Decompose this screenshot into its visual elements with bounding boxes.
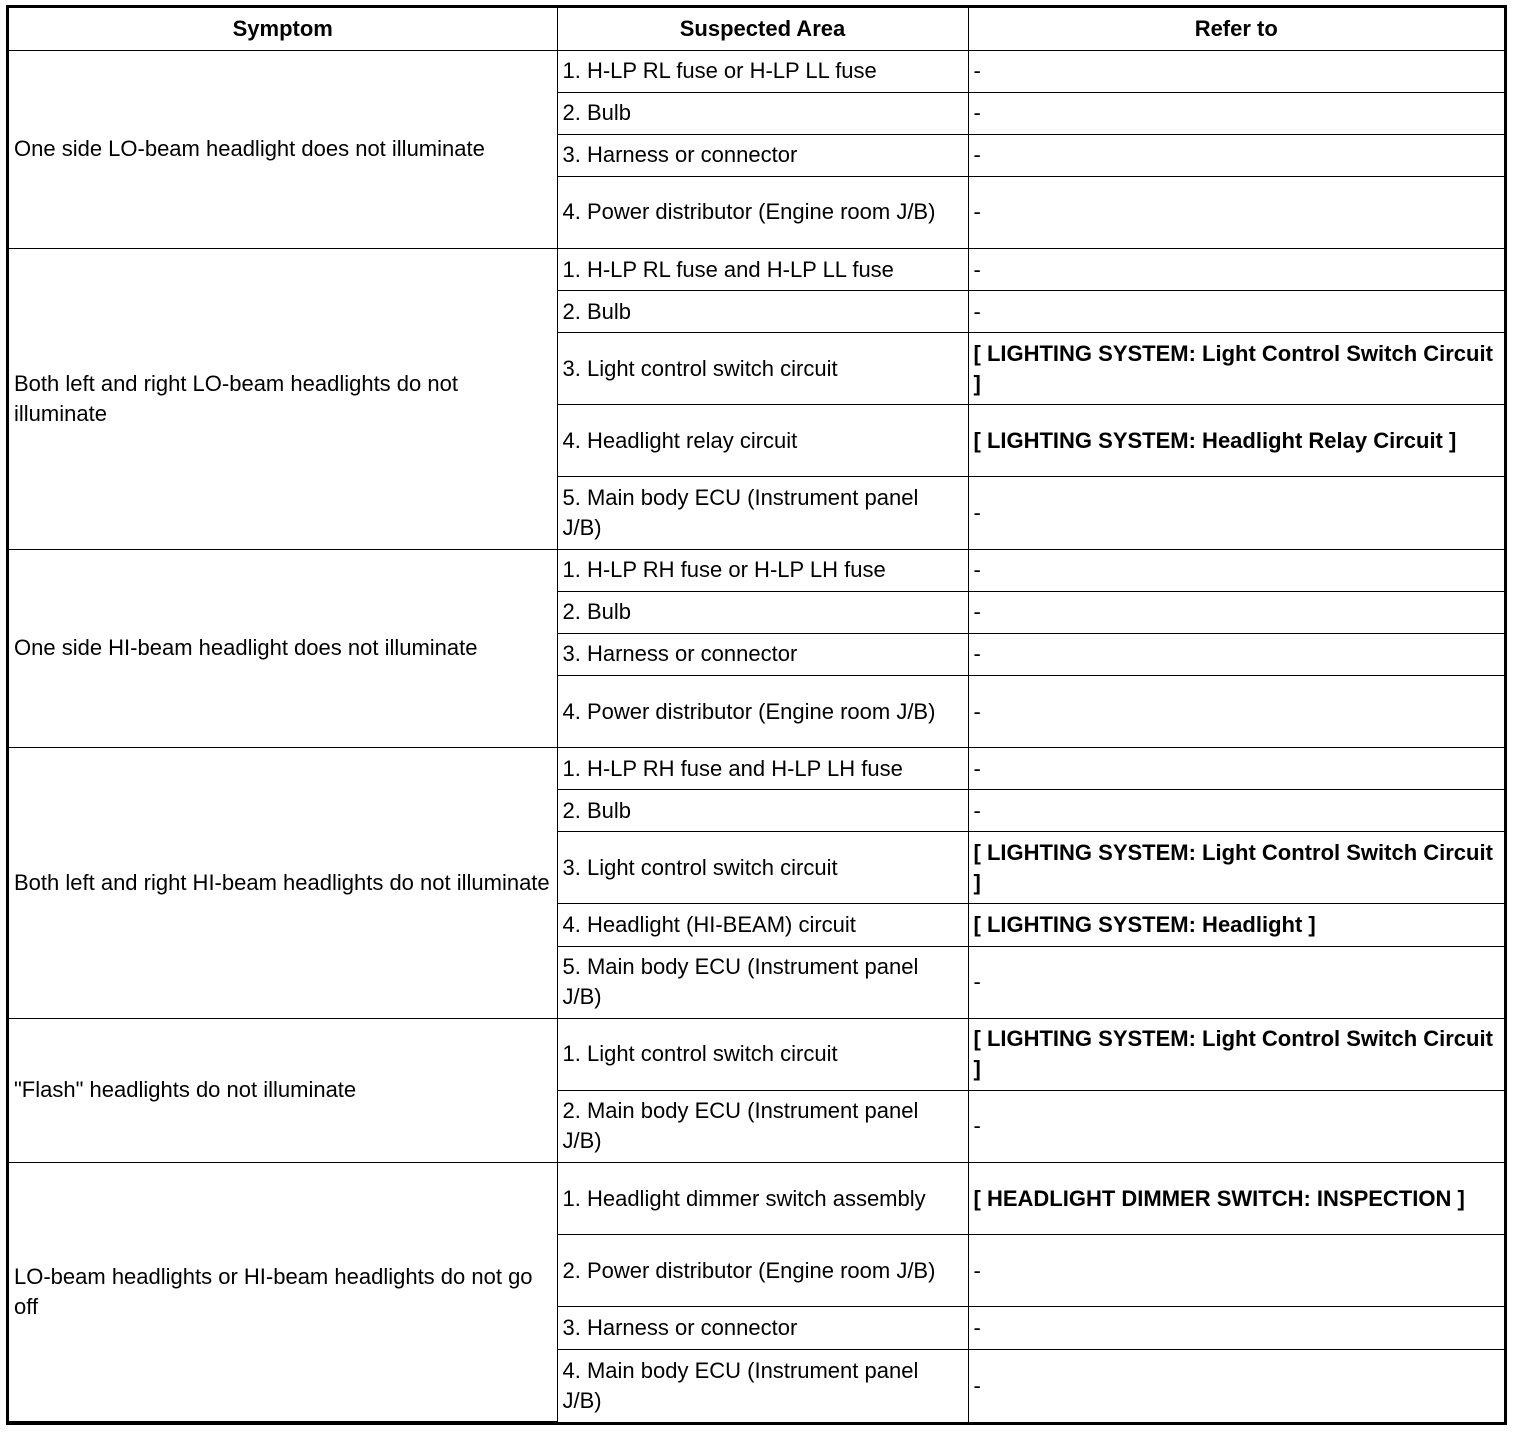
header-row xyxy=(9,8,1504,50)
refer-to-link[interactable]: [ LIGHTING SYSTEM: Light Control Switch Circuit ] xyxy=(968,333,1504,405)
suspected-area-cell: 4. Headlight (HI-BEAM) circuit xyxy=(557,904,968,946)
suspected-area-cell: 1. Headlight dimmer switch assembly xyxy=(557,1163,968,1235)
suspected-area-cell: 1. H-LP RH fuse or H-LP LH fuse xyxy=(557,549,968,591)
troubleshooting-table-frame xyxy=(6,5,1507,1425)
refer-to-cell: - xyxy=(968,92,1504,134)
refer-to-cell: - xyxy=(968,1235,1504,1307)
header-suspected-area: Suspected Area xyxy=(557,8,968,50)
suspected-area-cell: 4. Main body ECU (Instrument panel J/B) xyxy=(557,1349,968,1421)
suspected-area-cell: 3. Light control switch circuit xyxy=(557,333,968,405)
refer-to-cell: - xyxy=(968,134,1504,176)
suspected-area-cell: 2. Bulb xyxy=(557,291,968,333)
refer-to-link[interactable]: [ HEADLIGHT DIMMER SWITCH: INSPECTION ] xyxy=(968,1163,1504,1235)
table-row xyxy=(9,248,1504,290)
suspected-area-cell: 3. Harness or connector xyxy=(557,134,968,176)
suspected-area-cell: 1. Light control switch circuit xyxy=(557,1018,968,1090)
suspected-area-cell: 2. Bulb xyxy=(557,92,968,134)
table-row xyxy=(9,1163,1504,1235)
refer-to-cell: - xyxy=(968,248,1504,290)
suspected-area-cell: 1. H-LP RH fuse and H-LP LH fuse xyxy=(557,748,968,790)
refer-to-cell: - xyxy=(968,549,1504,591)
suspected-area-cell: 3. Harness or connector xyxy=(557,1307,968,1349)
refer-to-link[interactable]: [ LIGHTING SYSTEM: Light Control Switch Circuit ] xyxy=(968,832,1504,904)
suspected-area-cell: 3. Light control switch circuit xyxy=(557,832,968,904)
refer-to-cell: - xyxy=(968,633,1504,675)
refer-to-cell: - xyxy=(968,675,1504,747)
symptom-cell: "Flash" headlights do not illuminate xyxy=(9,1018,557,1162)
refer-to-cell: - xyxy=(968,1090,1504,1162)
suspected-area-cell: 2. Bulb xyxy=(557,790,968,832)
suspected-area-cell: 1. H-LP RL fuse and H-LP LL fuse xyxy=(557,248,968,290)
troubleshooting-table xyxy=(9,8,1504,1422)
refer-to-cell: - xyxy=(968,790,1504,832)
refer-to-cell: - xyxy=(968,748,1504,790)
symptom-cell: LO-beam headlights or HI-beam headlights do not go off xyxy=(9,1163,557,1422)
table-row xyxy=(9,50,1504,92)
table-row xyxy=(9,748,1504,790)
refer-to-link[interactable]: [ LIGHTING SYSTEM: Headlight ] xyxy=(968,904,1504,946)
refer-to-link[interactable]: [ LIGHTING SYSTEM: Headlight Relay Circuit ] xyxy=(968,405,1504,477)
suspected-area-cell: 4. Headlight relay circuit xyxy=(557,405,968,477)
table-row xyxy=(9,549,1504,591)
suspected-area-cell: 5. Main body ECU (Instrument panel J/B) xyxy=(557,477,968,549)
header-refer-to: Refer to xyxy=(968,8,1504,50)
refer-to-link[interactable]: [ LIGHTING SYSTEM: Light Control Switch Circuit ] xyxy=(968,1018,1504,1090)
symptom-cell: One side HI-beam headlight does not illuminate xyxy=(9,549,557,747)
symptom-cell: One side LO-beam headlight does not illuminate xyxy=(9,50,557,248)
symptom-cell: Both left and right HI-beam headlights do not illuminate xyxy=(9,748,557,1019)
suspected-area-cell: 3. Harness or connector xyxy=(557,633,968,675)
refer-to-cell: - xyxy=(968,946,1504,1018)
refer-to-cell: - xyxy=(968,1307,1504,1349)
suspected-area-cell: 4. Power distributor (Engine room J/B) xyxy=(557,176,968,248)
suspected-area-cell: 5. Main body ECU (Instrument panel J/B) xyxy=(557,946,968,1018)
suspected-area-cell: 2. Power distributor (Engine room J/B) xyxy=(557,1235,968,1307)
table-row xyxy=(9,1018,1504,1090)
refer-to-cell: - xyxy=(968,477,1504,549)
suspected-area-cell: 4. Power distributor (Engine room J/B) xyxy=(557,675,968,747)
suspected-area-cell: 1. H-LP RL fuse or H-LP LL fuse xyxy=(557,50,968,92)
refer-to-cell: - xyxy=(968,291,1504,333)
refer-to-cell: - xyxy=(968,1349,1504,1421)
symptom-cell: Both left and right LO-beam headlights do not illuminate xyxy=(9,248,557,549)
refer-to-cell: - xyxy=(968,591,1504,633)
suspected-area-cell: 2. Main body ECU (Instrument panel J/B) xyxy=(557,1090,968,1162)
refer-to-cell: - xyxy=(968,176,1504,248)
header-symptom: Symptom xyxy=(9,8,557,50)
suspected-area-cell: 2. Bulb xyxy=(557,591,968,633)
refer-to-cell: - xyxy=(968,50,1504,92)
